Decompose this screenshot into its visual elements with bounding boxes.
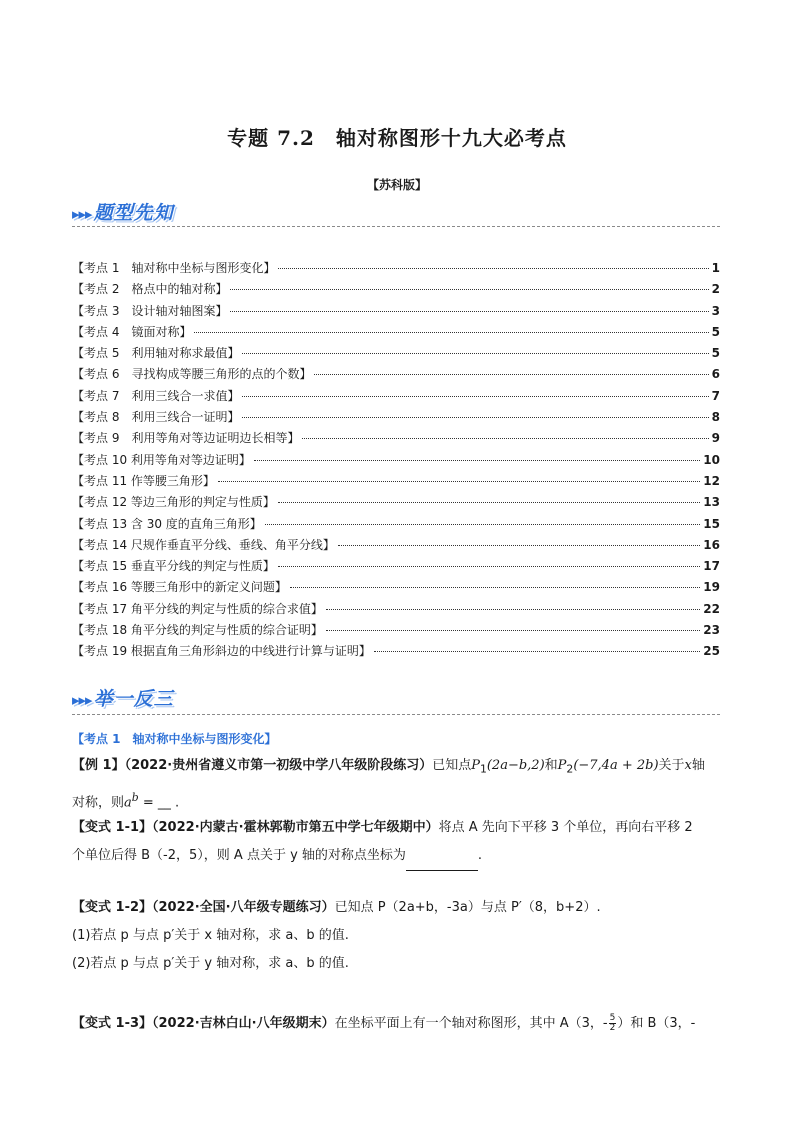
problem-text: 对称，则 [72, 794, 125, 810]
variant-1-3 [72, 1010, 722, 1038]
problem-source: （2022·全国·八年级专题练习） [152, 900, 335, 915]
banner-text: 举一反三 [93, 688, 174, 710]
problem-tag: 【变式 1-2】 [72, 900, 153, 915]
toc-leader-dots [265, 523, 700, 525]
math-var: a [124, 794, 132, 810]
toc-entry[interactable] [72, 641, 720, 662]
problem-text: 关于 [658, 758, 685, 773]
toc-entry[interactable] [72, 471, 720, 492]
example-1 [72, 752, 722, 817]
problem-text: 和 [544, 758, 558, 773]
fraction-numerator: 5 [609, 1013, 616, 1023]
toc-page-number: 1 [711, 261, 720, 275]
toc-leader-dots [242, 416, 708, 418]
math-var: P [557, 758, 567, 773]
toc-entry-label: 【考点 15 垂直平分线的判定与性质】 [72, 559, 275, 574]
toc-entry-label: 【考点 2 格点中的轴对称】 [72, 282, 228, 297]
toc-leader-dots [278, 501, 700, 503]
toc-entry-label: 【考点 12 等边三角形的判定与性质】 [72, 495, 275, 510]
problem-text: ）和 B（3，- [617, 1016, 696, 1031]
toc-entry[interactable] [72, 364, 720, 385]
toc-leader-dots [230, 310, 708, 312]
toc-leader-dots [230, 288, 708, 290]
sub-question-1: (1)若点 p 与点 p′关于 x 轴对称，求 a、b 的值. [72, 928, 349, 943]
math-var: P [471, 758, 480, 773]
toc-entry[interactable] [72, 386, 720, 407]
toc-entry-label: 【考点 14 尺规作垂直平分线、垂线、角平分线】 [72, 537, 335, 552]
toc-entry[interactable] [72, 322, 720, 343]
problem-text: 轴 [691, 758, 705, 773]
toc-entry[interactable] [72, 279, 720, 300]
triple-arrow-icon: ▸▸▸ [72, 691, 92, 709]
toc-entry[interactable] [72, 556, 720, 577]
toc-page-number: 17 [703, 559, 720, 574]
toc-page-number: 25 [703, 644, 720, 659]
math-coord: (2a−b,2) [486, 758, 545, 773]
toc-entry-label: 【考点 19 根据直角三角形斜边的中线进行计算与证明】 [72, 644, 371, 659]
problem-source: （2022·内蒙古·霍林郭勒市第五中学七年级期中） [152, 820, 439, 835]
toc-page-number: 12 [703, 473, 720, 488]
problem-text: = __ . [138, 794, 180, 810]
toc-entry-label: 【考点 4 镜面对称】 [72, 324, 192, 339]
toc-entry-label: 【考点 10 利用等角对等边证明】 [72, 452, 251, 467]
problem-tag: 【变式 1-3】 [72, 1016, 153, 1031]
toc-page-number: 15 [703, 516, 720, 531]
toc-entry-label: 【考点 7 利用三线合一求值】 [72, 388, 240, 403]
toc-page-number: 22 [703, 601, 720, 616]
dashed-divider [72, 226, 720, 227]
toc-entry-label: 【考点 3 设计轴对轴图案】 [72, 303, 228, 318]
math-subscript: 2 [566, 762, 574, 776]
problem-tag: 【例 1】 [72, 758, 125, 773]
problem-text: . [477, 848, 483, 863]
sub-question-2: (2)若点 p 与点 p′关于 y 轴对称，求 a、b 的值. [72, 956, 349, 971]
toc-leader-dots [242, 395, 708, 397]
variant-1-1 [72, 814, 722, 871]
table-of-contents [72, 258, 720, 663]
toc-leader-dots [242, 352, 708, 354]
toc-leader-dots [374, 650, 700, 652]
toc-leader-dots [218, 480, 700, 482]
math-var: x [684, 758, 692, 773]
toc-page-number: 5 [711, 346, 720, 361]
toc-page-number: 6 [711, 367, 720, 382]
toc-page-number: 23 [703, 623, 720, 638]
problem-source: （2022·贵州省遵义市第一初级中学八年级阶段练习） [124, 758, 433, 773]
toc-entry[interactable] [72, 599, 720, 620]
problem-text: 在坐标平面上有一个轴对称图形，其中 A（3，- [334, 1016, 608, 1031]
toc-entry-label: 【考点 6 寻找构成等腰三角形的点的个数】 [72, 367, 312, 382]
toc-entry[interactable] [72, 535, 720, 556]
toc-page-number: 3 [711, 303, 720, 318]
toc-entry-label: 【考点 11 作等腰三角形】 [72, 473, 215, 488]
toc-leader-dots [278, 565, 700, 567]
toc-entry[interactable] [72, 428, 720, 449]
toc-entry[interactable] [72, 407, 720, 428]
math-coord: (−7,4a + 2b) [573, 758, 659, 773]
toc-entry-label: 【考点 8 利用三线合一证明】 [72, 410, 240, 425]
toc-entry-label: 【考点 1 轴对称中坐标与图形变化】 [72, 261, 276, 275]
problem-text: 将点 A 先向下平移 3 个单位，再向右平移 2 [438, 820, 693, 835]
toc-leader-dots [278, 267, 708, 269]
toc-leader-dots [314, 373, 708, 375]
toc-leader-dots [326, 608, 700, 610]
toc-leader-dots [302, 437, 708, 439]
problem-text: 已知点 P（2a+b，-3a）与点 P′（8，b+2）. [334, 900, 601, 915]
toc-entry[interactable] [72, 492, 720, 513]
toc-page-number: 9 [711, 431, 720, 446]
dashed-divider [72, 714, 720, 715]
page-title: 专题 7.2 轴对称图形十九大必考点 [227, 126, 567, 150]
math-fraction [609, 1014, 617, 1033]
toc-entry-label: 【考点 9 利用等角对等边证明边长相等】 [72, 431, 300, 446]
toc-page-number: 7 [711, 388, 720, 403]
section-heading: 【考点 1 轴对称中坐标与图形变化】 [72, 732, 277, 746]
edition-label: 【苏科版】 [366, 178, 427, 192]
toc-page-number: 2 [711, 282, 720, 297]
toc-leader-dots [338, 544, 700, 546]
problem-text: 个单位后得 B（-2，5），则 A 点关于 y 轴的对称点坐标为 [72, 848, 406, 863]
toc-entry-label: 【考点 13 含 30 度的直角三角形】 [72, 516, 262, 531]
toc-entry[interactable] [72, 620, 720, 641]
toc-leader-dots [326, 629, 700, 631]
problem-text: 已知点 [432, 758, 472, 773]
toc-entry[interactable] [72, 343, 720, 364]
toc-page-number: 8 [711, 410, 720, 425]
problem-source: （2022·吉林白山·八年级期末） [152, 1016, 335, 1031]
fraction-denominator: 2 [609, 1023, 616, 1033]
toc-page-number: 10 [703, 452, 720, 467]
toc-entry[interactable] [72, 450, 720, 471]
banner-question-preview [72, 198, 174, 225]
math-exponent: b [131, 790, 139, 804]
toc-entry-label: 【考点 17 角平分线的判定与性质的综合求值】 [72, 601, 323, 616]
toc-entry-label: 【考点 5 利用轴对称求最值】 [72, 346, 240, 361]
toc-page-number: 13 [703, 495, 720, 510]
math-subscript: 1 [479, 762, 487, 776]
triple-arrow-icon: ▸▸▸ [72, 205, 92, 223]
toc-page-number: 5 [711, 324, 720, 339]
banner-text: 题型先知 [93, 202, 174, 224]
toc-leader-dots [194, 331, 708, 333]
toc-entry[interactable] [72, 577, 720, 598]
toc-page-number: 16 [703, 537, 720, 552]
toc-entry[interactable] [72, 301, 720, 322]
answer-blank[interactable] [406, 842, 478, 871]
toc-page-number: 19 [703, 580, 720, 595]
toc-entry[interactable] [72, 258, 720, 279]
toc-entry[interactable] [72, 514, 720, 535]
problem-tag: 【变式 1-1】 [72, 820, 153, 835]
toc-leader-dots [290, 586, 700, 588]
toc-entry-label: 【考点 18 角平分线的判定与性质的综合证明】 [72, 623, 323, 638]
banner-practice [72, 684, 174, 711]
toc-entry-label: 【考点 16 等腰三角形中的新定义问题】 [72, 580, 287, 595]
variant-1-2 [72, 894, 722, 978]
toc-leader-dots [254, 459, 700, 461]
